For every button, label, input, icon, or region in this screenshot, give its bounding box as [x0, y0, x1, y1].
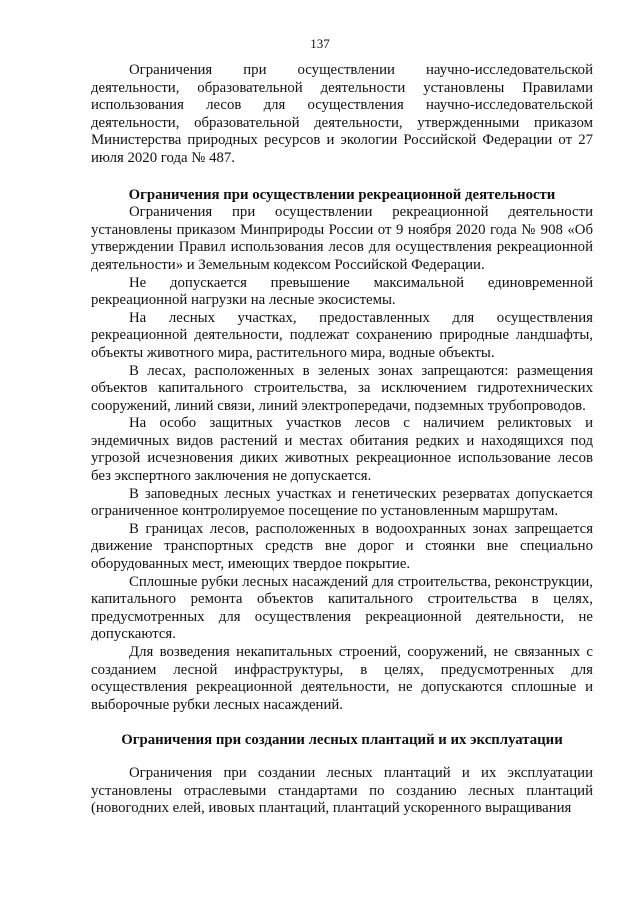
- paragraph: На лесных участках, предоставленных для осуществления рекреационной деятельности, подлежат сохранению природные ландшафты, объекты животного мира, растительного мира, водные объекты.: [91, 309, 593, 361]
- paragraph: На особо защитных участков лесов с наличием реликтовых и эндемичных видов растений и местах обитания редких и находящихся под угрозой исчезновения диких животных рекреационное использование лесов без экспертного заключения не допускается.: [91, 415, 593, 485]
- spacer: [91, 168, 593, 187]
- paragraph: Ограничения при создании лесных плантаций и их эксплуатации установлены отраслевыми стандартами по созданию лесных плантаций (новогодних елей, ивовых плантаций, плантаций ускоренного выращивания: [91, 764, 593, 817]
- heading-plantations: Ограничения при создании лесных плантаций и их эксплуатации: [121, 732, 563, 749]
- spacer: [91, 750, 593, 765]
- paragraph-research-restrictions: Ограничения при осуществлении научно-исследовательской деятельности, образовательной деятельности установлены Правилами использования лесов для осуществления научно-исследовательской деятельности, образовательной деятельности, утвержденными приказом Министерства природных ресурсов и экологии Российской Федерации от 27 июля 2020 года № 487.: [91, 62, 593, 166]
- page-number: 137: [310, 36, 330, 51]
- paragraph: Для возведения некапитальных строений, сооружений, не связанных с созданием лесной инфраструктуры, в целях, предусмотренных для осуществления рекреационной деятельности, не допускаются сплошные и выборочные рубки лесных насаждений.: [91, 644, 593, 713]
- paragraph: В лесах, расположенных в зеленых зонах запрещаются: размещения объектов капитального строительства, за исключением гидротехнических сооружений, линий связи, линий электропередачи, подземных трубопроводов.: [91, 362, 593, 414]
- spacer: [91, 714, 593, 732]
- paragraph: В заповедных лесных участках и генетических резерватах допускается ограниченное контролируемое посещение по установленным маршрутам.: [91, 485, 593, 520]
- paragraph: Ограничения при осуществлении рекреационной деятельности установлены приказом Минприроды России от 9 ноября 2020 года № 908 «Об утверждении Правил использования лесов для осуществления рекреационной деятельности» и Земельным кодексом Российской Федерации.: [91, 204, 593, 273]
- paragraph: Не допускается превышение максимальной единовременной рекреационной нагрузки на лесные экосистемы.: [91, 274, 593, 309]
- heading-recreation: Ограничения при осуществлении рекреационной деятельности: [128, 186, 556, 203]
- paragraph: Сплошные рубки лесных насаждений для строительства, реконструкции, капитального ремонта объектов капитального строительства в целях, предусмотренных для осуществления рекреационной деятельности, не допускаются.: [91, 573, 593, 643]
- paragraph: В границах лесов, расположенных в водоохранных зонах запрещается движение транспортных средств вне дорог и стоянки вне специально оборудованных мест, имеющих твердое покрытие.: [91, 520, 593, 573]
- page-content: [91, 62, 593, 818]
